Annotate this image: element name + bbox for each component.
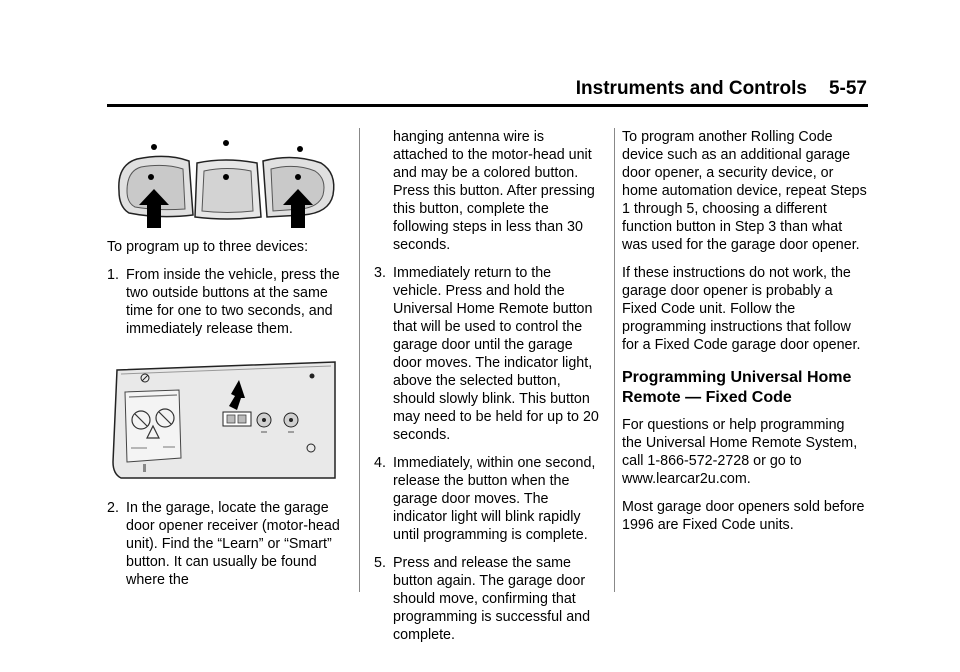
paragraph: If these instructions do not work, the garage door opener is probably a Fixed Code unit. Follow the programming instructions that follow for a Fixed Code garage door opener. xyxy=(622,265,861,353)
list-item xyxy=(107,266,342,338)
column-1 xyxy=(107,128,342,599)
column-2 xyxy=(374,128,602,654)
column-3 xyxy=(622,128,868,544)
header-rule xyxy=(107,104,868,107)
section-heading: Programming Universal Home Remote — Fixed Code xyxy=(622,369,852,406)
intro-text: To program up to three devices: xyxy=(107,239,309,255)
list-item xyxy=(374,554,602,644)
step-number: 4. xyxy=(374,455,386,471)
step-number: 5. xyxy=(374,555,386,571)
step-text: Immediately return to the vehicle. Press and hold the Universal Home Remote button that will be used to control the garage door until the garage door moves. The indicator light, above the selected button, should slowly blink. This button may need to be held for up to 20 seconds. xyxy=(393,265,599,443)
column-divider xyxy=(614,128,615,592)
list-item xyxy=(374,454,602,544)
page-header xyxy=(0,78,867,100)
step-text: hanging antenna wire is attached to the motor-head unit and may be a colored button. Press this button. After pressing this button, complete the following steps in less than 30 seconds. xyxy=(393,129,595,253)
step-number: 1. xyxy=(107,267,119,283)
section-title: Instruments and Controls xyxy=(575,78,807,99)
step-number: 2. xyxy=(107,500,119,516)
step-text: Press and release the same button again. The garage door should move, confirming that programming is successful and complete. xyxy=(393,555,591,643)
step-text: From inside the vehicle, press the two outside buttons at the same time for one to two seconds, and immediately release them. xyxy=(126,267,340,337)
list-item xyxy=(374,264,602,444)
paragraph: To program another Rolling Code device such as an additional garage door opener, a security device, or home automation device, repeat Steps 1 through 5, choosing a different function button in Step 3 than what was used for the garage door opener. xyxy=(622,129,867,253)
step-number: 3. xyxy=(374,265,386,281)
step-text: In the garage, locate the garage door opener receiver (motor-head unit). Find the “Learn” or “Smart” button. It can usually be found where the xyxy=(126,500,340,588)
paragraph: Most garage door openers sold before 1996 are Fixed Code units. xyxy=(622,499,865,533)
remote-buttons-illustration xyxy=(107,133,342,228)
paragraph: For questions or help programming the Universal Home Remote System, call 1-866-572-2728 or go to www.learcar2u.com. xyxy=(622,417,858,487)
step-text: Immediately, within one second, release the button when the garage door moves. The indicator light will blink rapidly until programming is complete. xyxy=(393,455,596,543)
list-item-continued xyxy=(374,128,602,254)
garage-opener-receiver-illustration xyxy=(107,350,337,485)
page-number: 5-57 xyxy=(828,78,867,99)
column-divider xyxy=(359,128,360,592)
list-item xyxy=(107,499,342,589)
